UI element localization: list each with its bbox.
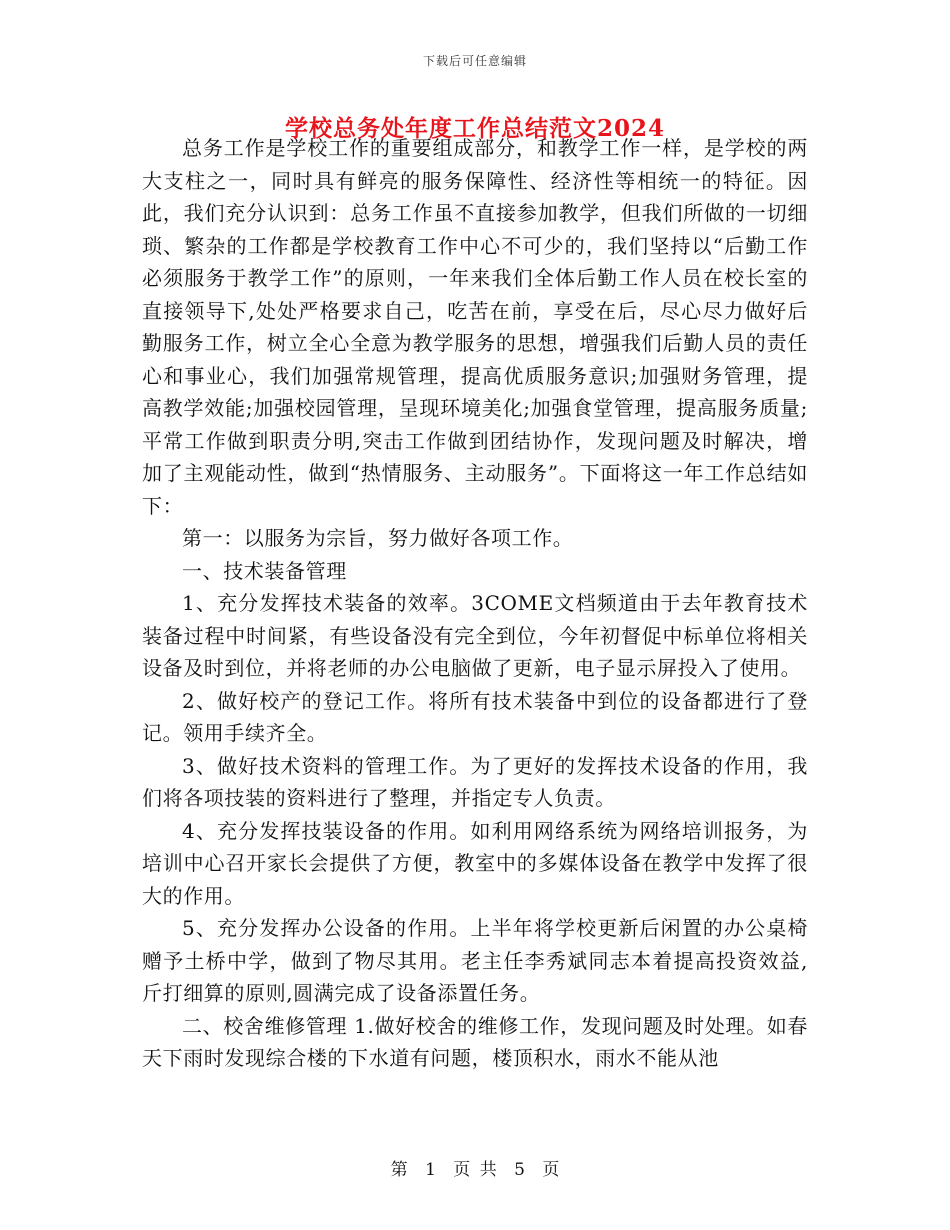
paragraph-item-3: 3、做好技术资料的管理工作。为了更好的发挥技术设备的作用，我们将各项技装的资料进行了整理，并指定专人负责。 xyxy=(142,753,808,810)
document-title: 学校总务处年度工作总结范文2024 xyxy=(284,115,665,142)
header-note: 下载后可任意编辑 xyxy=(422,54,527,68)
document-body xyxy=(142,132,808,1075)
paragraph-section-heading: 第一：以服务为宗旨，努力做好各项工作。 xyxy=(182,526,574,550)
footer-page-total: 5 xyxy=(514,1160,525,1180)
paragraph-intro: 总务工作是学校工作的重要组成部分，和教学工作一样，是学校的两大支柱之一，同时具有鲜亮的服务保障性、经济性等相统一的特征。因此，我们充分认识到：总务工作虽不直接参加教学，但我们所做的一切细琐、繁杂的工作都是学校教育工作中心不可少的，我们坚持以“后勤工作必须服务于教学工作”的原则，一年来我们全体后勤工作人员在校长室的直接领导下,处处严格要求自己，吃苦在前，享受在后，尽心尽力做好后勤服务工作，树立全心全意为教学服务的思想，增强我们后勤人员的责任心和事业心，我们加强常规管理，提高优质服务意识;加强财务管理，提高教学效能;加强校园管理，呈现环境美化;加强食堂管理，提高服务质量;平常工作做到职责分明,突击工作做到团结协作，发现问题及时解决，增加了主观能动性，做到“热情服务、主动服务”。下面将这一年工作总结如下： xyxy=(142,136,808,518)
paragraph-subheading-equipment: 一、技术装备管理 xyxy=(182,558,347,583)
paragraph-item-5: 5、充分发挥办公设备的作用。上半年将学校更新后闲置的办公桌椅赠予土桥中学，做到了物尽其用。老主任李秀斌同志本着提高投资效益,斤打细算的原则,圆满完成了设备添置任务。 xyxy=(142,916,808,1005)
footer-page-prefix: 第 xyxy=(390,1160,408,1180)
footer-page-suffix: 页 xyxy=(542,1160,560,1180)
paragraph-building-maintenance: 二、校舍维修管理 1.做好校舍的维修工作，发现问题及时处理。如春天下雨时发现综合楼的下水道有问题，楼顶积水，雨水不能从池 xyxy=(142,1013,808,1070)
paragraph-item-1: 1、充分发挥技术装备的效率。3COME文档频道由于去年教育技术装备过程中时间紧，有些设备没有完全到位，今年初督促中标单位将相关设备及时到位，并将老师的办公电脑做了更新，电子显示屏投入了使用。 xyxy=(142,591,808,680)
page-footer xyxy=(0,1155,950,1180)
paragraph-item-4: 4、充分发挥技装设备的作用。如利用网络系统为网络培训报务，为培训中心召开家长会提供了方便，教室中的多媒体设备在教学中发挥了很大的作用。 xyxy=(142,818,808,908)
footer-page-middle: 页 共 xyxy=(453,1160,497,1180)
footer-page-current: 1 xyxy=(425,1160,436,1180)
paragraph-item-2: 2、做好校产的登记工作。将所有技术装备中到位的设备都进行了登记。领用手续齐全。 xyxy=(142,688,808,745)
